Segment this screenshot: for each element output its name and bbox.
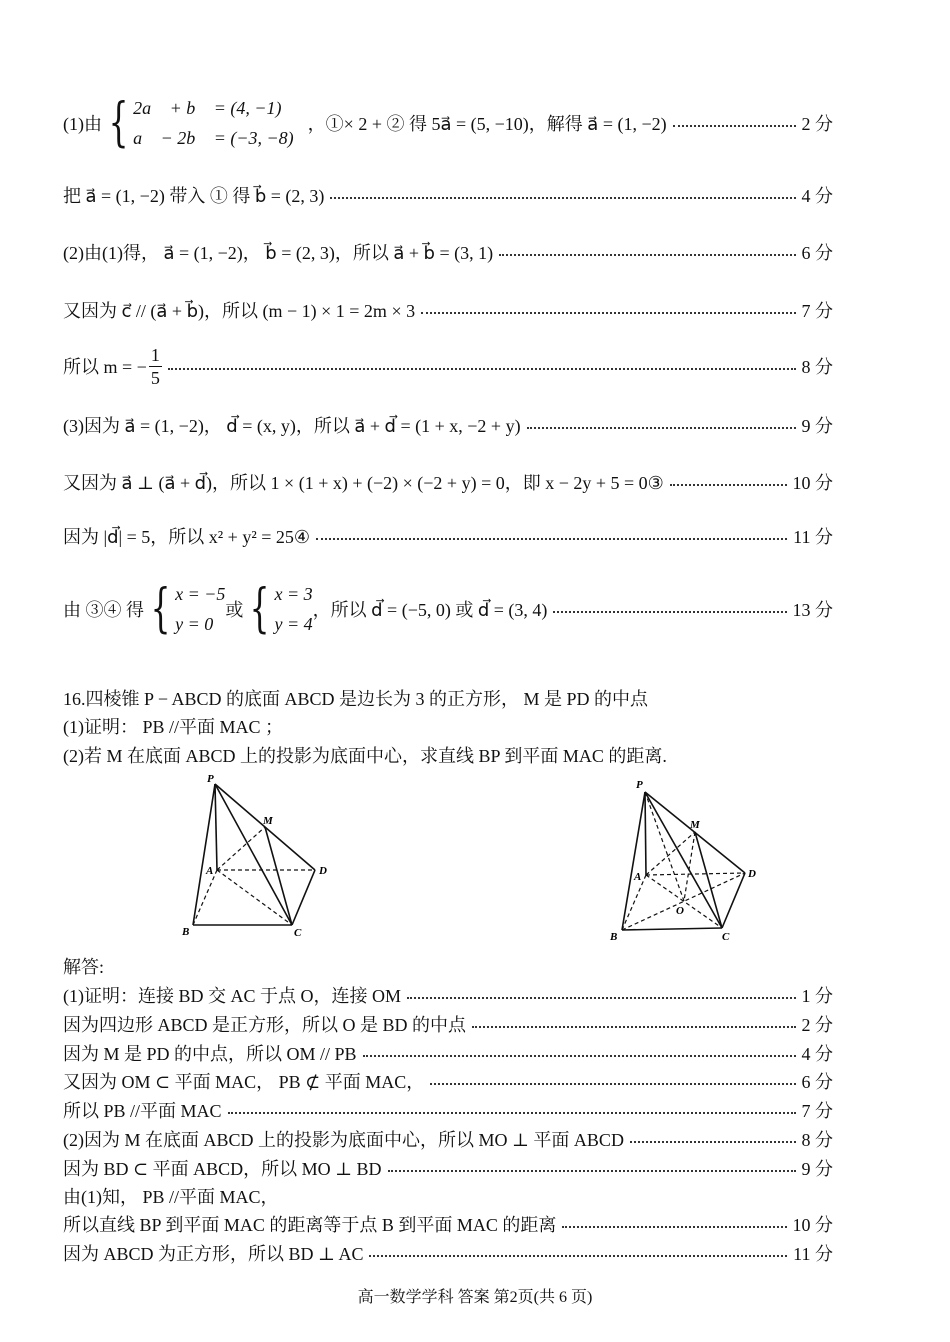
label-D: D [748, 868, 756, 880]
question-16-part2: (2)若 M 在底面 ABCD 上的投影为底面中心，求直线 BP 到平面 MAC 的距离. [63, 746, 667, 766]
label-C: C [722, 931, 730, 943]
line-text: 所以 m = − [63, 357, 147, 377]
dot-leader [562, 1226, 786, 1228]
line-text: 又因为 a⃗ ⊥ (a⃗ + d⃗)，所以 1 × (1 + x) + (−2) × (−2 + y) = 0，即 x − 2y + 5 = 0③ [63, 473, 664, 493]
answer-line-6 [63, 410, 833, 440]
answer-heading: 解答: [63, 957, 105, 977]
score: 7 分 [801, 301, 833, 321]
label-A: A [634, 871, 642, 883]
score: 6 分 [801, 1072, 833, 1092]
step-text: (2)因为 M 在底面 ABCD 上的投影为底面中心，所以 MO ⊥ 平面 ABCD [63, 1130, 624, 1150]
dot-leader [430, 1083, 795, 1085]
step-text: 因为 ABCD 为正方形，所以 BD ⊥ AC [63, 1244, 364, 1264]
or-word: 或 [225, 600, 244, 620]
page-footer: 高一数学学科 答案 第2页(共 6 页) [357, 1289, 593, 1306]
brace-icon: { [108, 93, 129, 153]
line-text: 因为 |d⃗| = 5，所以 x² + y² = 25④ [63, 527, 311, 547]
step-text: 因为 M 是 PD 的中点，所以 OM // PB [63, 1044, 357, 1064]
score: 13 分 [792, 600, 833, 620]
label-M: M [690, 819, 700, 831]
answer-line-2 [63, 180, 833, 210]
line-text: 又因为 c⃗ // (a⃗ + b⃗)，所以 (m − 1) × 1 = 2m × 3 [63, 301, 416, 321]
solution-step [63, 1240, 833, 1266]
edge-CD [292, 870, 315, 925]
dot-leader [630, 1141, 796, 1143]
answer-line-5 [63, 340, 833, 392]
pyramid-figure-1 [175, 770, 345, 945]
segment-MC [695, 832, 722, 928]
score: 4 分 [801, 1044, 833, 1064]
fraction-numerator: 1 [150, 344, 160, 365]
equation-1: 2a⃗ + b⃗ = (4, −1)① [133, 98, 296, 118]
equation-system [102, 93, 308, 153]
score: 9 分 [801, 416, 833, 436]
edge-BC [622, 928, 722, 930]
step-text: 因为 BD ⊂ 平面 ABCD，所以 MO ⊥ BD [63, 1159, 382, 1179]
brace-icon: { [150, 579, 171, 639]
edge-PB [622, 792, 645, 930]
label-O: O [676, 905, 684, 917]
solution-step [63, 1126, 833, 1152]
question-16-stem: 16.四棱锥 P − ABCD 的底面 ABCD 是边长为 3 的正方形， M 是 PD 的中点 [63, 689, 649, 709]
score: 10 分 [792, 473, 833, 493]
dot-leader [330, 197, 795, 199]
dot-leader [527, 427, 796, 429]
solution-step [63, 1011, 833, 1037]
label-P: P [207, 773, 214, 785]
equation-system-2 [243, 579, 312, 639]
step-text: 因为四边形 ABCD 是正方形，所以 O 是 BD 的中点 [63, 1015, 467, 1035]
answer-line-7 [63, 467, 833, 497]
label-B: B [610, 931, 618, 943]
score: 7 分 [801, 1101, 833, 1121]
line-text: (2)由(1)得， a⃗ = (1, −2)， b⃗ = (2, 3)，所以 a⃗ + b⃗ = (3, 1) [63, 243, 494, 263]
dot-leader [553, 611, 786, 613]
dot-leader [369, 1255, 787, 1257]
edge-PA [645, 792, 646, 875]
score: 1 分 [801, 986, 833, 1006]
score: 10 分 [792, 1215, 833, 1235]
edge-PC [215, 784, 292, 925]
score: 8 分 [801, 1130, 833, 1150]
equation: x = 3 [274, 584, 313, 604]
dot-leader [168, 368, 796, 370]
dot-leader [499, 254, 795, 256]
score: 11 分 [793, 1244, 833, 1264]
step-text: (1)证明：连接 BD 交 AC 于点 O，连接 OM [63, 986, 401, 1006]
dot-leader [363, 1055, 796, 1057]
step-text: 所以直线 BP 到平面 MAC 的距离等于点 B 到平面 MAC 的距离 [63, 1215, 557, 1235]
question-16-part1: (1)证明： PB //平面 MAC ； [63, 717, 284, 737]
line-prefix: 由 ③④ 得 [63, 600, 144, 620]
step-text: 由(1)知， PB //平面 MAC， [63, 1187, 279, 1207]
fraction-denominator: 5 [150, 367, 160, 388]
line-text: (3)因为 a⃗ = (1, −2)， d⃗ = (x, y)，所以 a⃗ + d⃗ = (1 + x, −2 + y) [63, 416, 521, 436]
line-prefix: (1)由 [63, 114, 102, 134]
dot-leader [388, 1170, 796, 1172]
edge-AB [622, 875, 646, 930]
equation-2: a⃗ − 2b⃗ = (−3, −8)② [133, 128, 308, 148]
dot-leader [670, 484, 787, 486]
solution-step [63, 982, 833, 1008]
label-C: C [294, 927, 302, 939]
step-text: 所以 PB //平面 MAC [63, 1101, 222, 1121]
brace-icon: { [250, 579, 270, 639]
score: 2 分 [801, 1015, 833, 1035]
score: 11 分 [793, 527, 833, 547]
solution-step [63, 1097, 833, 1123]
answer-line-1 [63, 88, 833, 158]
answer-line-9 [63, 576, 833, 642]
solution-step [63, 1211, 833, 1237]
equation: y = 0 [175, 614, 214, 634]
segment-MC [265, 827, 292, 925]
dot-leader [407, 997, 796, 999]
line-text: ，①× 2 + ② 得 5a⃗ = (5, −10)，解得 a⃗ = (1, −2) [307, 114, 667, 134]
edge-AD [646, 873, 745, 875]
label-A: A [206, 865, 214, 877]
label-B: B [182, 926, 190, 938]
fraction [149, 344, 162, 389]
label-M: M [263, 815, 273, 827]
equation: y = 4 [274, 614, 313, 634]
diagonal-AC [646, 875, 722, 928]
solution-step [63, 1183, 833, 1209]
equation-system-1 [144, 579, 225, 639]
edge-PA [215, 784, 217, 870]
score: 2 分 [801, 114, 833, 134]
score: 8 分 [801, 357, 833, 377]
answer-line-8 [63, 521, 833, 551]
equation: x = −5 [175, 584, 226, 604]
solution-step [63, 1068, 833, 1094]
dot-leader [316, 538, 787, 540]
answer-line-4 [63, 295, 833, 325]
solution-step [63, 1155, 833, 1181]
label-D: D [319, 865, 327, 877]
diagonal-AC [217, 870, 292, 925]
edge-PB [193, 784, 215, 925]
score: 4 分 [801, 186, 833, 206]
line-text: ，所以 d⃗ = (−5, 0) 或 d⃗ = (3, 4) [312, 600, 548, 620]
dot-leader [472, 1026, 795, 1028]
answer-line-3 [63, 237, 833, 267]
dot-leader [228, 1112, 796, 1114]
pyramid-figure-2 [600, 770, 770, 950]
step-text: 又因为 OM ⊂ 平面 MAC， PB ⊄ 平面 MAC， [63, 1072, 425, 1092]
score: 6 分 [801, 243, 833, 263]
dot-leader [673, 125, 796, 127]
segment-MO [684, 832, 695, 901]
solution-step [63, 1040, 833, 1066]
edge-CD [722, 873, 745, 928]
score: 9 分 [801, 1159, 833, 1179]
label-P: P [636, 779, 643, 791]
line-text: 把 a⃗ = (1, −2) 带入 ① 得 b⃗ = (2, 3) [63, 186, 325, 206]
dot-leader [421, 312, 795, 314]
